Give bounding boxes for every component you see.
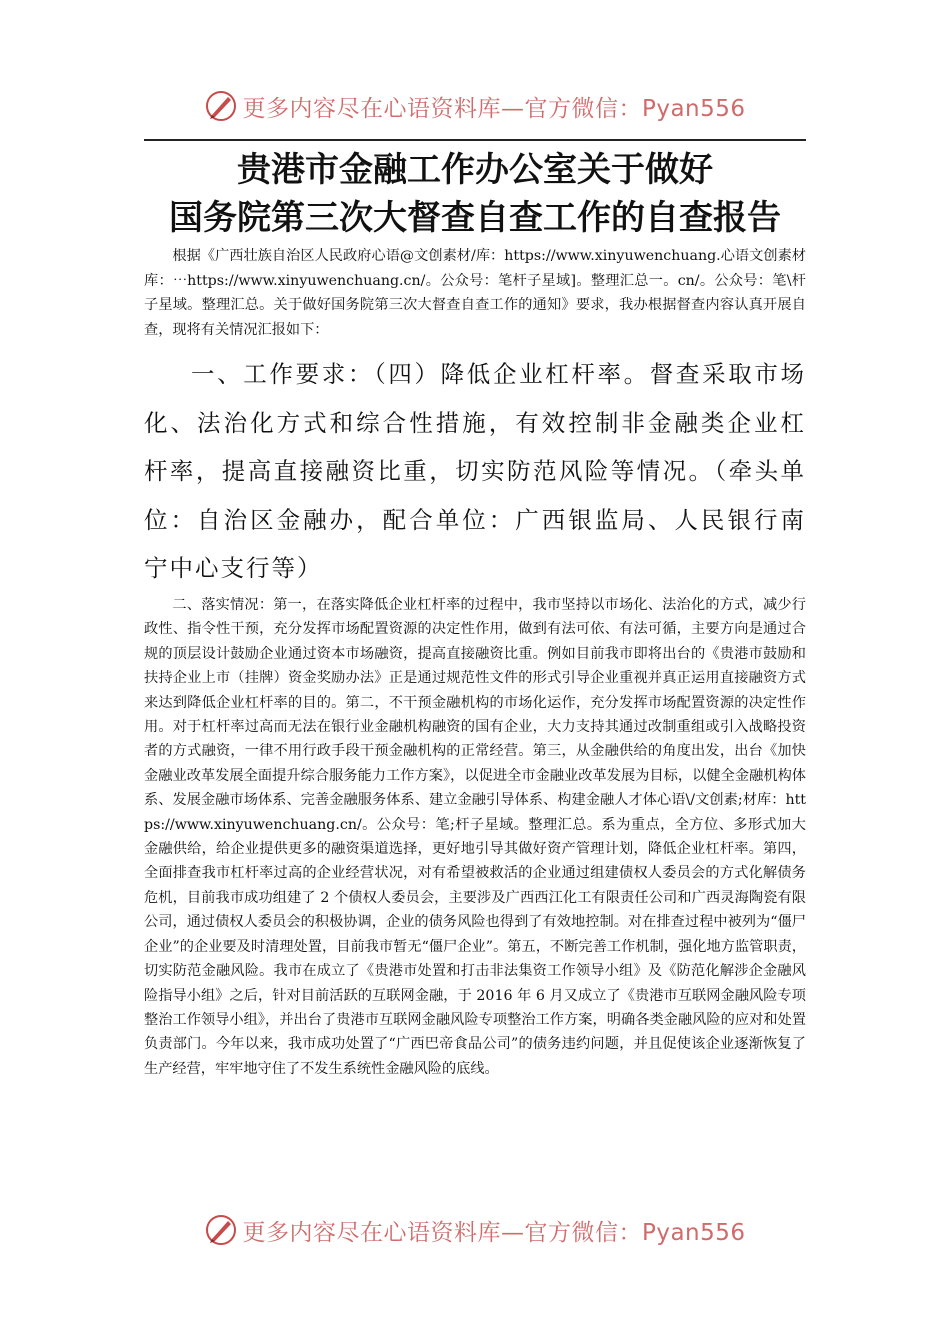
footer-watermark-text: 更多内容尽在心语资料库—官方微信：Pyan556 xyxy=(242,1219,746,1246)
header-watermark-banner xyxy=(0,86,950,126)
header-watermark-text: 更多内容尽在心语资料库—官方微信：Pyan556 xyxy=(242,95,746,122)
document-title-line-1: 贵港市金融工作办公室关于做好 xyxy=(237,150,713,190)
document-title-line-2: 国务院第三次大督查自查工作的自查报告 xyxy=(169,198,781,238)
pen-circle-logo-icon xyxy=(204,1213,238,1247)
intro-paragraph: 根据《广西壮族自治区人民政府心语@文创素材/库：https://www.xinyuwenchuang.心语文创素材库：⋯https://www.xinyuwenchuang.cn/。公众号：笔杆子星域]。整理汇总一。cn/。公众号：笔\杆子星域。整理汇总。关于做好国务院第三次大督查自查工作的通知》要求，我办根据督查内容认真开展自查，现将有关情况汇报如下： xyxy=(144,248,806,338)
pen-circle-logo-icon xyxy=(204,89,238,123)
title-divider xyxy=(144,139,806,141)
footer-watermark-banner xyxy=(0,1210,950,1250)
implementation-paragraph: 二、落实情况：第一，在落实降低企业杠杆率的过程中，我市坚持以市场化、法治化的方式，减少行政性、指令性干预，充分发挥市场配置资源的决定性作用，做到有法可依、有法可循，主要方向是通过合规的顶层设计鼓励企业通过资本市场融资，提高直接融资比重。例如目前我市即将出台的《贵港市鼓励和扶持企业上市（挂牌）资金奖励办法》正是通过规范性文件的形式引导企业重视并真正运用直接融资方式来达到降低企业杠杆率的目的。第二，不干预金融机构的市场化运作，充分发挥市场配置资源的决定性作用。对于杠杆率过高而无法在银行业金融机构融资的国有企业，大力支持其通过改制重组或引入战略投资者的方式融资，一律不用行政手段干预金融机构的正常经营。第三，从金融供给的角度出发，出台《加快金融业改革发展全面提升综合服务能力工作方案》，以促进全市金融业改革发展为目标，以健全金融机构体系、发展金融市场体系、完善金融服务体系、建立金融引导体系、构建金融人才体心语\/文创素;材库：https://www.xinyuwenchuang.cn/。公众号：笔;杆子星域。整理汇总。系为重点，全方位、多形式加大金融供给，给企业提供更多的融资渠道选择，更好地引导其做好资产管理计划，降低企业杠杆率。第四，全面排查我市杠杆率过高的企业经营状况，对有希望被救活的企业通过组建债权人委员会的方式化解债务危机，目前我市成功组建了 2 个债权人委员会，主要涉及广西西江化工有限责任公司和广西灵海陶瓷有限公司，通过债权人委员会的积极协调，企业的债务风险也得到了有效地控制。对在排查过程中被列为“僵尸企业”的企业要及时清理处置，目前我市暂无“僵尸企业”。第五，不断完善工作机制，强化地方监管职责，切实防范金融风险。我市在成立了《贵港市处置和打击非法集资工作领导小组》及《防范化解涉企金融风险指导小组》之后，针对目前活跃的互联网金融，于 2016 年 6 月又成立了《贵港市互联网金融风险专项整治工作领导小组》，并出台了贵港市互联网金融风险专项整治工作方案，明确各类金融风险的应对和处置负责部门。今年以来，我市成功处置了“广西巴帝食品公司”的债务违约问题，并且促使该企业逐渐恢复了生产经营，牢牢地守住了不发生系统性金融风险的底线。 xyxy=(144,597,806,1077)
work-requirement-paragraph: 一、工作要求：（四）降低企业杠杆率。督查采取市场化、法治化方式和综合性措施，有效控制非金融类企业杠杆率，提高直接融资比重，切实防范风险等情况。（牵头单位：自治区金融办，配合单位：广西银监局、人民银行南宁中心支行等） xyxy=(144,360,806,583)
